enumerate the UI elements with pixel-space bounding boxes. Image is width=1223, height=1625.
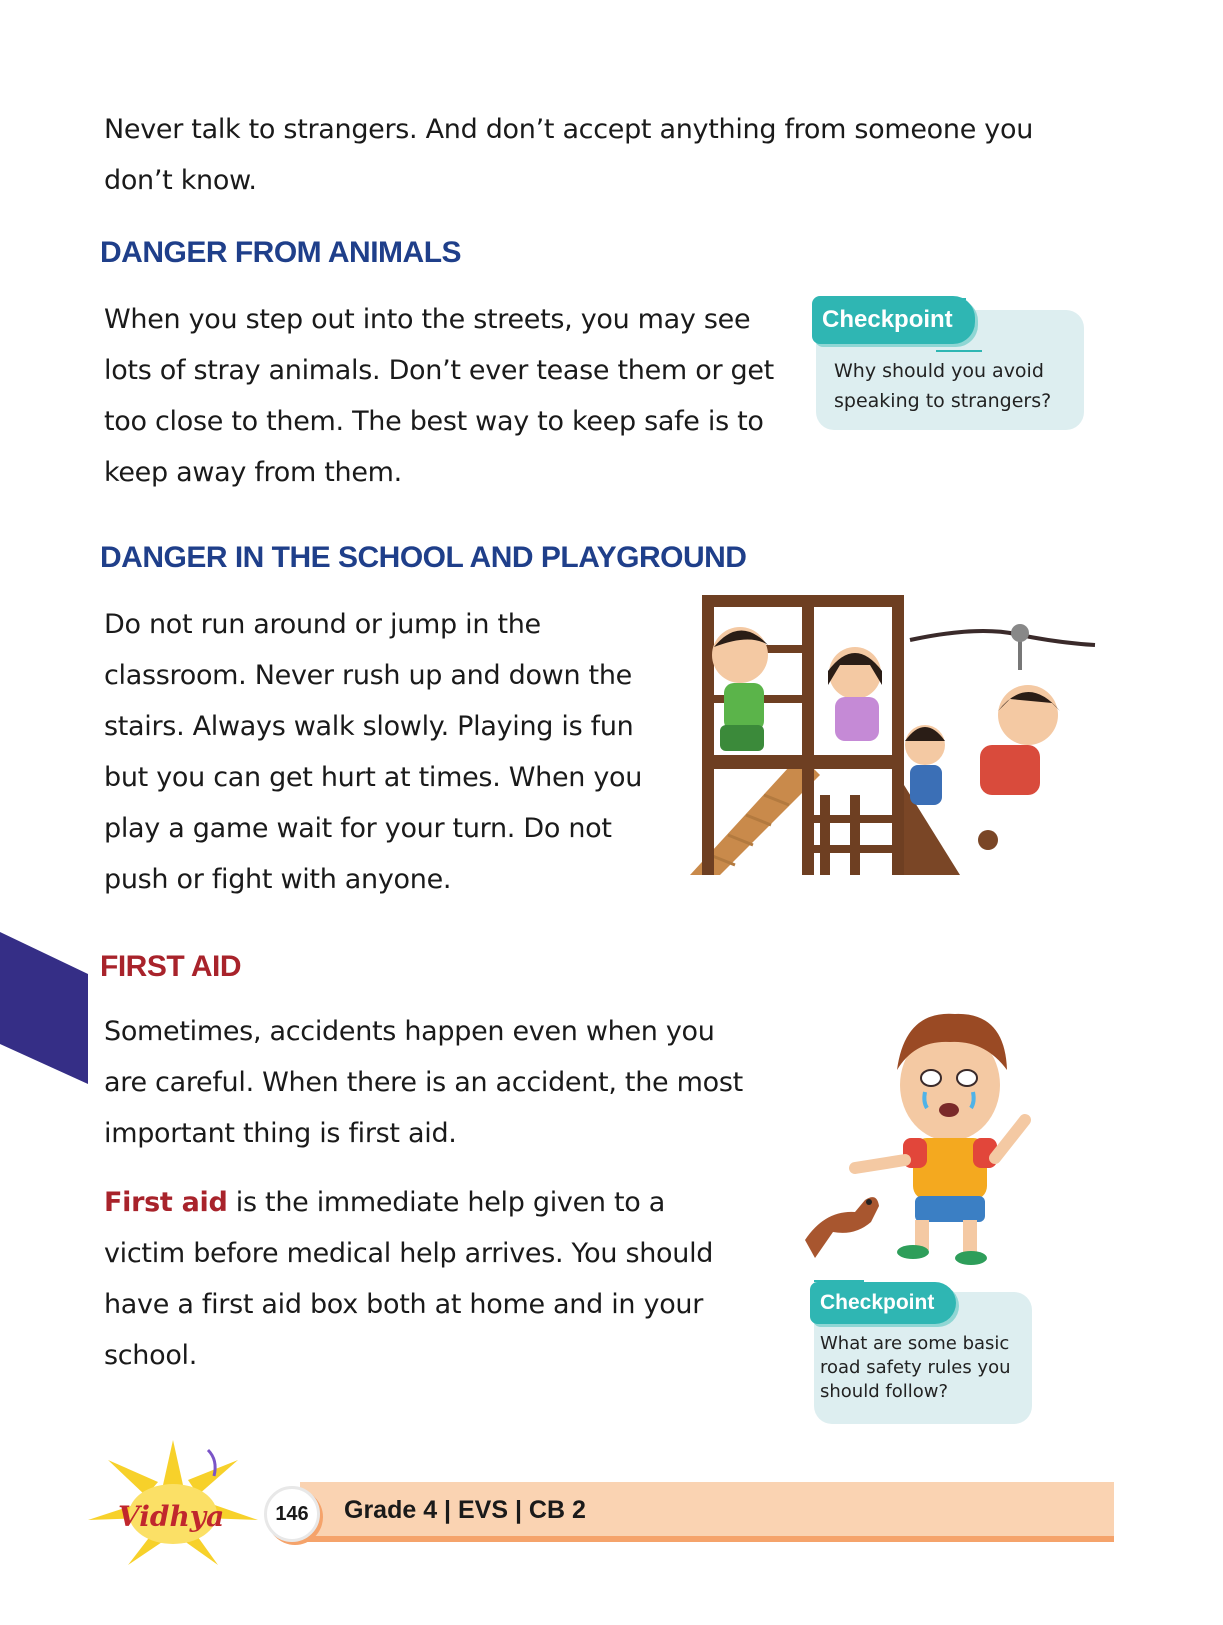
checkpoint-label-2: Checkpoint [810,1282,956,1324]
intro-paragraph: Never talk to strangers. And don’t accept anything from someone you don’t know. [104,114,1034,196]
first-aid-definition: is the immediate help given to a victim before medical help arrives. You should have a first aid box both at home and in your school. [104,1187,714,1371]
heading-danger-from-animals: DANGER FROM ANIMALS [100,236,462,269]
animals-paragraph: When you step out into the streets, you may see lots of stray animals. Don’t ever tease them or get too close to them. The best way to keep safe is to keep away from them. [104,304,774,488]
school-paragraph: Do not run around or jump in the classroom. Never rush up and down the stairs. Always walk slowly. Playing is fun but you can get hurt at times. When you play a game wait for your turn. Do not push or fight with anyone. [104,609,643,895]
playground-illustration [680,585,1100,885]
first-aid-paragraph-1: Sometimes, accidents happen even when you are careful. When there is an accident, the most important thing is first aid. [104,1016,743,1149]
side-tab [0,932,88,1084]
footer-title: Grade 4 | EVS | CB 2 [344,1496,586,1524]
checkpoint-box-1 [816,306,1084,430]
checkpoint-box-2 [814,1292,1032,1424]
checkpoint-rule [936,350,982,352]
checkpoint-question-1: Why should you avoid speaking to strangers? [834,360,1052,412]
page-number: 146 [264,1486,320,1542]
first-aid-paragraph-2 [104,1177,754,1381]
logo-text: Vidhya [118,1500,225,1533]
heading-first-aid: FIRST AID [100,950,242,983]
boy-and-dog-illustration [785,1000,1055,1275]
heading-danger-in-school: DANGER IN THE SCHOOL AND PLAYGROUND [100,541,747,574]
checkpoint-label-1: Checkpoint [812,296,975,344]
checkpoint-question-2: What are some basic road safety rules you should follow? [820,1333,1011,1402]
first-aid-term: First aid [104,1187,228,1218]
